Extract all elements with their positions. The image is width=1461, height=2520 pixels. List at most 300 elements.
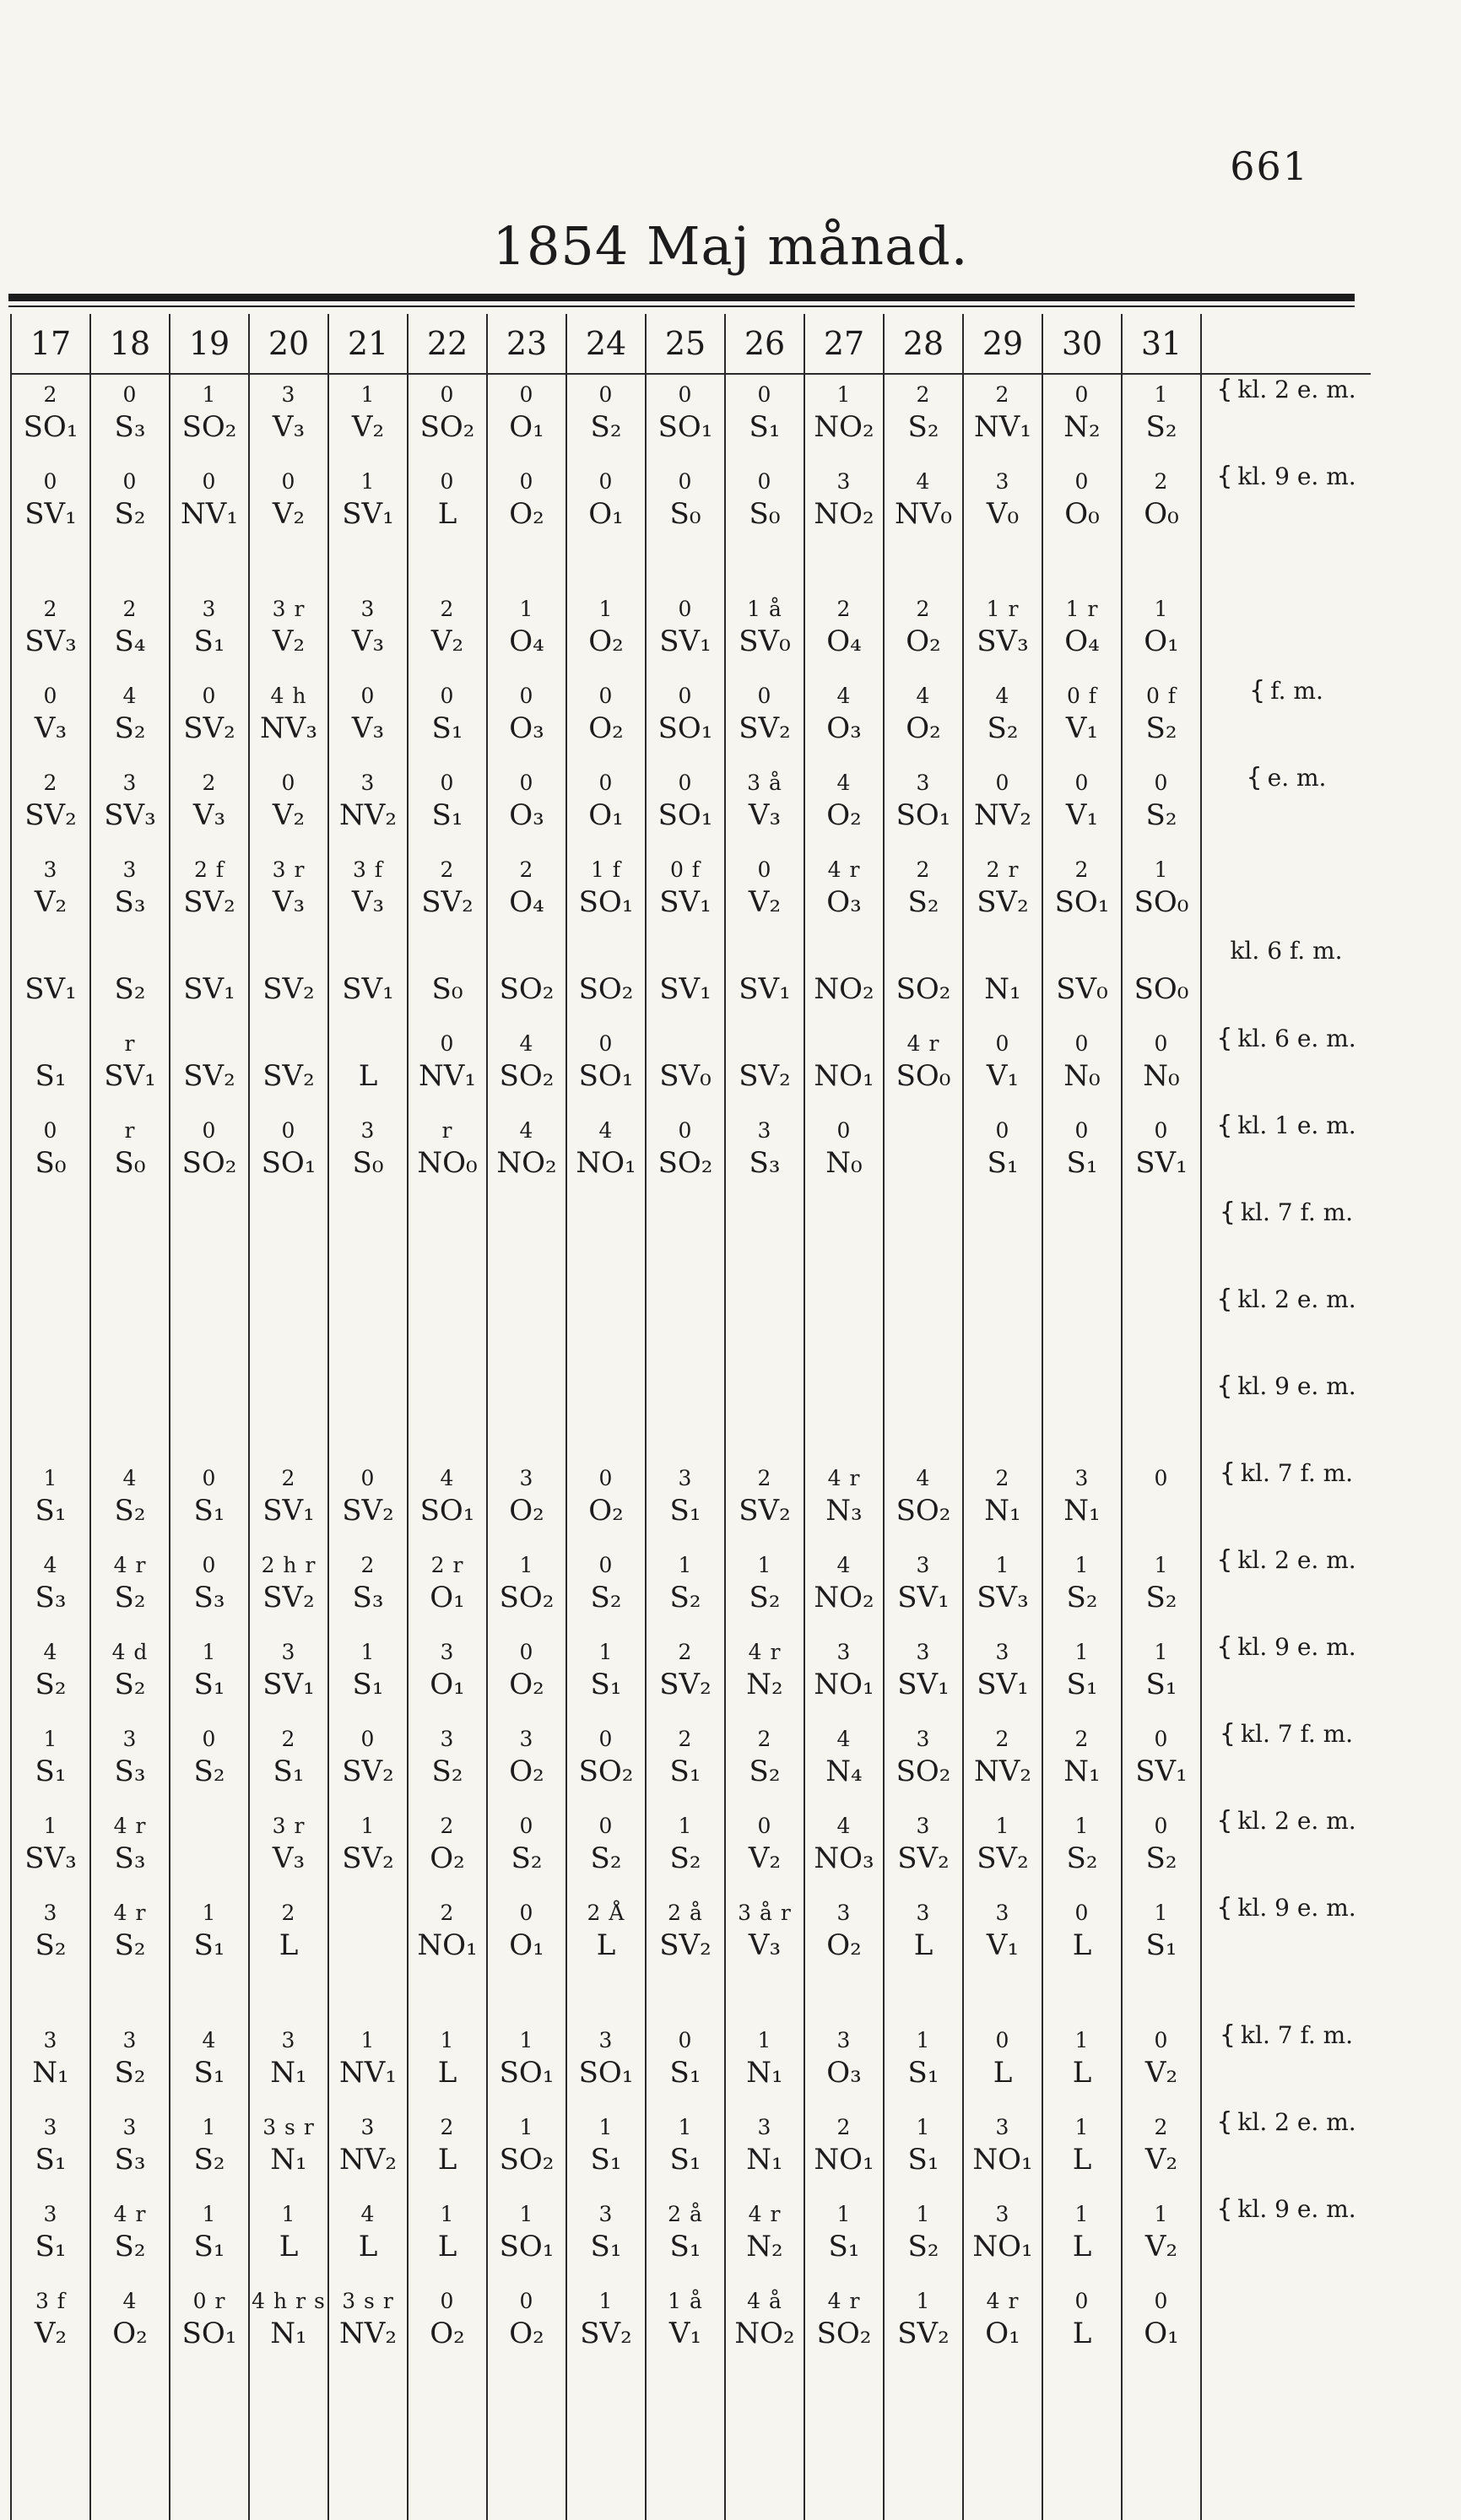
wind-direction: SO₀ (896, 1059, 951, 1093)
trailing-cell (170, 2368, 249, 2520)
wind-direction: SO₁ (578, 885, 634, 919)
wind-strength: 4 (202, 2028, 217, 2052)
wind-direction: S₀ (35, 1146, 67, 1180)
wind-direction: S₃ (352, 1581, 384, 1614)
wind-strength: 1 (916, 2202, 931, 2226)
observation-cell (328, 1893, 408, 1980)
wind-strength: 0 (1154, 2289, 1169, 2313)
wind-direction: O₃ (826, 2056, 862, 2090)
wind-direction: S₂ (114, 972, 146, 1006)
wind-strength: 2 (122, 597, 138, 621)
wind-direction: NO₂ (734, 2317, 795, 2350)
wind-direction: SV₃ (24, 625, 77, 658)
observation-cell (487, 1198, 566, 1284)
observation-cell (11, 2281, 90, 2368)
wind-direction: N₁ (1063, 1494, 1101, 1528)
wind-direction: O₄ (509, 625, 544, 658)
wind-strength: 3 (598, 2202, 614, 2226)
observation-cell (963, 2107, 1042, 2194)
observation-cell (804, 850, 884, 937)
wind-direction: V₃ (748, 1928, 782, 1962)
trailing-cell (1122, 2368, 1201, 2520)
observation-cell (884, 462, 963, 549)
brace-icon: { (1246, 763, 1263, 792)
wind-direction: SV₁ (24, 972, 77, 1006)
observation-cell (1122, 1893, 1201, 1980)
spacer-cell (487, 549, 566, 589)
wind-strength: 4 (916, 684, 931, 708)
observation-cell (1042, 1719, 1122, 1806)
brace-icon: { (1216, 1024, 1233, 1053)
wind-direction: S₂ (114, 2230, 146, 2263)
wind-direction: NV₂ (339, 2317, 397, 2350)
observation-cell (884, 1111, 963, 1198)
observation-cell (11, 850, 90, 937)
observation-cell (11, 1284, 90, 1371)
wind-direction: S₂ (431, 1755, 463, 1788)
observation-cell (963, 1719, 1042, 1806)
wind-strength: 3 (43, 857, 58, 882)
spacer-cell (11, 549, 90, 589)
wind-direction: SV₂ (183, 711, 235, 745)
wind-direction: V₂ (1144, 2056, 1178, 2090)
wind-strength: 3 (995, 469, 1010, 494)
wind-strength: 0 (598, 469, 614, 494)
wind-strength: 0 (1074, 469, 1090, 494)
wind-direction: SV₂ (262, 1059, 315, 1093)
wind-strength: 0 (519, 1640, 534, 1664)
time-note (1201, 1719, 1371, 1806)
observation-cell (408, 937, 487, 1024)
wind-direction: S₁ (35, 1494, 67, 1528)
wind-direction: S₂ (114, 1928, 146, 1962)
observation-cell (646, 1719, 725, 1806)
wind-direction: L (596, 1928, 616, 1962)
wind-direction: S₁ (669, 1755, 701, 1788)
wind-strength: 0 (678, 469, 693, 494)
wind-direction: S₂ (590, 410, 622, 444)
wind-strength: 2 (916, 597, 931, 621)
wind-direction: SV₂ (897, 2317, 950, 2350)
spacer-cell (1042, 549, 1122, 589)
observation-cell (328, 676, 408, 763)
wind-strength: 2 (281, 1727, 296, 1751)
wind-direction: S₂ (669, 1841, 701, 1875)
wind-strength: 2 (757, 1466, 772, 1490)
wind-strength: 2 r (430, 1553, 464, 1577)
wind-strength: 4 d (111, 1640, 149, 1664)
wind-strength: 0 (757, 1814, 772, 1838)
wind-direction: O₁ (985, 2317, 1020, 2350)
observation-cell (249, 589, 328, 676)
day-column-header: 18 (90, 314, 170, 374)
wind-direction: SO₁ (657, 798, 713, 832)
observation-cell (804, 1198, 884, 1284)
wind-strength: 0 (757, 857, 772, 882)
spacer-cell (1042, 1980, 1122, 2020)
observation-cell (328, 2194, 408, 2281)
wind-direction: S₂ (907, 885, 939, 919)
wind-strength: 3 (916, 1727, 931, 1751)
wind-strength: 4 r (986, 2289, 1020, 2313)
observation-row (11, 1458, 1371, 1545)
wind-direction: SO₁ (896, 798, 951, 832)
observation-cell (487, 2281, 566, 2368)
observation-cell (1042, 676, 1122, 763)
wind-direction: SV₃ (977, 1581, 1029, 1614)
wind-direction: SV₂ (342, 1494, 394, 1528)
wind-strength: 2 r (986, 857, 1020, 882)
observation-cell (1122, 1632, 1201, 1719)
observation-cell (11, 462, 90, 549)
wind-direction: S₁ (352, 1668, 384, 1701)
observation-cell (487, 2194, 566, 2281)
observation-cell (408, 1806, 487, 1893)
wind-direction: SO₁ (578, 2056, 634, 2090)
wind-strength: 0 (202, 1466, 217, 1490)
wind-direction: SV₁ (897, 1668, 950, 1701)
wind-strength: 0 (678, 382, 693, 407)
observation-cell (804, 2281, 884, 2368)
wind-strength: 2 å (668, 2202, 703, 2226)
observation-cell (1042, 850, 1122, 937)
time-note-label: kl. 2 e. m. (1237, 1546, 1356, 1574)
spacer-cell (90, 549, 170, 589)
spacer-cell (170, 1980, 249, 2020)
spacer-cell (90, 1980, 170, 2020)
observation-cell (90, 2194, 170, 2281)
time-note-label: kl. 7 f. m. (1241, 1198, 1354, 1226)
wind-direction: SV₀ (659, 1059, 712, 1093)
wind-direction: NV₂ (974, 798, 1031, 832)
observation-cell (328, 1458, 408, 1545)
wind-direction: SV₂ (659, 1928, 712, 1962)
observation-cell (408, 462, 487, 549)
wind-direction: L (437, 2230, 457, 2263)
wind-strength: 3 (122, 1727, 138, 1751)
wind-strength: 2 (43, 771, 58, 795)
spacer-cell (487, 1980, 566, 2020)
wind-strength: 3 (202, 597, 217, 621)
observation-cell (646, 1198, 725, 1284)
observation-cell (1122, 462, 1201, 549)
wind-direction: S₁ (193, 1928, 225, 1962)
wind-strength: 4 (440, 1466, 455, 1490)
wind-strength: 3 (281, 2028, 296, 2052)
wind-strength: 1 (360, 2028, 376, 2052)
wind-direction: S₁ (193, 2056, 225, 2090)
observation-cell (11, 1111, 90, 1198)
observation-cell (1122, 1806, 1201, 1893)
wind-strength: 2 Å (587, 1901, 625, 1925)
wind-strength: 0 (519, 1814, 534, 1838)
wind-direction: N₂ (746, 2230, 783, 2263)
wind-direction: V₃ (351, 885, 385, 919)
brace-icon: { (1219, 2020, 1236, 2050)
wind-strength: 1 (916, 2115, 931, 2139)
observation-cell (566, 1893, 646, 1980)
wind-strength: 0 f (1066, 684, 1098, 708)
wind-direction: S₂ (749, 1581, 781, 1614)
observation-cell (1042, 763, 1122, 850)
wind-strength: 2 (916, 857, 931, 882)
observation-cell (249, 937, 328, 1024)
spacer-cell (249, 1980, 328, 2020)
wind-direction: SO₀ (1134, 885, 1189, 919)
wind-strength: 3 å (747, 771, 782, 795)
observation-cell (646, 850, 725, 937)
wind-direction: N₁ (746, 2056, 783, 2090)
observation-row (11, 2107, 1371, 2194)
observation-cell (11, 374, 90, 462)
wind-strength: 2 (757, 1727, 772, 1751)
observation-cell (90, 1024, 170, 1111)
observation-cell (408, 2194, 487, 2281)
wind-direction: O₁ (1144, 625, 1179, 658)
observation-cell (725, 1806, 804, 1893)
wind-direction: SO₂ (499, 2143, 555, 2177)
wind-direction: NO₂ (496, 1146, 557, 1180)
brace-icon: { (1249, 676, 1266, 706)
wind-strength: 3 (916, 771, 931, 795)
wind-direction: S₂ (114, 1494, 146, 1528)
wind-direction: S₄ (114, 625, 146, 658)
wind-strength: 4 r (748, 1640, 782, 1664)
day-column-header: 31 (1122, 314, 1201, 374)
wind-direction: SV₂ (183, 1059, 235, 1093)
observation-cell (884, 2020, 963, 2107)
observation-row (11, 676, 1371, 763)
wind-strength: 1 r (986, 597, 1020, 621)
wind-strength: 0 (598, 684, 614, 708)
wind-strength: 1 (281, 2202, 296, 2226)
wind-direction: SV₃ (24, 1841, 77, 1875)
wind-strength: 2 (281, 1901, 296, 1925)
observation-row (11, 937, 1371, 1024)
observation-cell (408, 1545, 487, 1632)
wind-strength: 2 (836, 2115, 852, 2139)
observation-cell (1122, 937, 1201, 1024)
observation-cell (249, 1458, 328, 1545)
day-column-header: 26 (725, 314, 804, 374)
wind-direction: S₁ (987, 1146, 1019, 1180)
wind-direction: O₄ (826, 625, 862, 658)
wind-direction: L (437, 2056, 457, 2090)
wind-strength: 0 (1154, 1031, 1169, 1056)
wind-strength: 3 (519, 1466, 534, 1490)
time-note (1201, 1893, 1371, 1980)
wind-direction: NO₁ (417, 1928, 478, 1962)
observation-cell (725, 1111, 804, 1198)
wind-direction: S₀ (669, 497, 701, 531)
observation-cell (249, 1371, 328, 1458)
trailing-cell (90, 2368, 170, 2520)
wind-direction: S₁ (669, 2056, 701, 2090)
observation-cell (249, 374, 328, 462)
wind-strength: 1 (519, 2115, 534, 2139)
wind-strength: 0 (1154, 1466, 1169, 1490)
observation-cell (566, 1806, 646, 1893)
observation-cell (566, 1719, 646, 1806)
observation-cell (328, 2020, 408, 2107)
time-note (1201, 2020, 1371, 2107)
time-note (1201, 1198, 1371, 1284)
observation-cell (408, 1632, 487, 1719)
observation-cell (408, 589, 487, 676)
wind-strength: 2 (440, 857, 455, 882)
observation-cell (170, 1198, 249, 1284)
wind-direction: O₁ (509, 410, 544, 444)
time-note-label: kl. 2 e. m. (1237, 1285, 1356, 1313)
observation-cell (249, 2020, 328, 2107)
wind-strength: 4 r (113, 2202, 147, 2226)
observation-cell (249, 2107, 328, 2194)
observation-cell (328, 937, 408, 1024)
observation-cell (170, 1893, 249, 1980)
observation-cell (249, 763, 328, 850)
observation-cell (408, 374, 487, 462)
observation-cell (963, 1284, 1042, 1371)
wind-direction: SO₂ (816, 2317, 872, 2350)
trailing-cell (566, 2368, 646, 2520)
wind-direction: SV₁ (659, 625, 712, 658)
brace-icon: { (1216, 1632, 1233, 1662)
wind-direction: SO₁ (1054, 885, 1110, 919)
observation-cell (408, 1719, 487, 1806)
spacer-cell (884, 1980, 963, 2020)
wind-strength: 0 (1154, 771, 1169, 795)
wind-strength: 2 (519, 857, 534, 882)
observation-cell (884, 2194, 963, 2281)
observation-cell (566, 1111, 646, 1198)
observation-cell (646, 589, 725, 676)
observation-cell (1042, 1806, 1122, 1893)
observation-cell (408, 1458, 487, 1545)
wind-strength: 0 (1074, 1031, 1090, 1056)
observation-cell (328, 850, 408, 937)
observation-cell (963, 763, 1042, 850)
observation-cell (90, 1284, 170, 1371)
observation-cell (566, 1024, 646, 1111)
wind-direction: SV₂ (262, 972, 315, 1006)
observation-cell (804, 462, 884, 549)
trailing-cell (328, 2368, 408, 2520)
wind-strength: 2 (440, 2115, 455, 2139)
observation-row (11, 850, 1371, 937)
wind-direction: SO₁ (578, 1059, 634, 1093)
observation-cell (804, 1024, 884, 1111)
wind-strength: 3 (678, 1466, 693, 1490)
spacer-cell (408, 1980, 487, 2020)
time-note-label: kl. 2 e. m. (1237, 376, 1356, 403)
wind-strength: 4 (519, 1118, 534, 1143)
observation-cell (1042, 1893, 1122, 1980)
wind-strength: 0 r (192, 2289, 226, 2313)
observation-cell (90, 763, 170, 850)
wind-strength: 2 (995, 382, 1010, 407)
brace-icon: { (1216, 1284, 1233, 1314)
observation-cell (646, 374, 725, 462)
wind-direction: SV₁ (342, 972, 394, 1006)
wind-direction: SV₁ (1135, 1755, 1188, 1788)
observation-cell (11, 676, 90, 763)
day-column-header: 23 (487, 314, 566, 374)
wind-strength: 4 (995, 684, 1010, 708)
wind-direction: S₁ (669, 2230, 701, 2263)
wind-strength: 1 (757, 2028, 772, 2052)
observation-cell (646, 763, 725, 850)
observation-cell (566, 374, 646, 462)
wind-strength: 0 (43, 469, 58, 494)
observation-cell (11, 1545, 90, 1632)
header-rule-thick (8, 294, 1355, 301)
observation-row (11, 1284, 1371, 1371)
wind-strength: r (124, 1118, 136, 1143)
wind-strength: 0 (43, 1118, 58, 1143)
wind-direction: L (993, 2056, 1013, 2090)
time-note-label: kl. 6 e. m. (1237, 1025, 1356, 1052)
spacer-cell (1122, 549, 1201, 589)
observation-cell (884, 1806, 963, 1893)
wind-direction: SV₁ (24, 497, 77, 531)
wind-strength: 4 (122, 2289, 138, 2313)
observation-cell (566, 1371, 646, 1458)
wind-direction: SV₂ (739, 1059, 791, 1093)
wind-direction: V₃ (192, 798, 226, 832)
wind-strength: 1 (598, 2115, 614, 2139)
observation-cell (170, 850, 249, 937)
wind-direction: S₁ (749, 410, 781, 444)
wind-direction: O₂ (509, 497, 544, 531)
observation-cell (249, 676, 328, 763)
wind-strength: 3 (916, 1553, 931, 1577)
wind-direction: S₂ (193, 2143, 225, 2177)
observation-cell (804, 1111, 884, 1198)
wind-direction: SV₁ (262, 1668, 315, 1701)
wind-strength: 0 (757, 684, 772, 708)
day-column-header: 22 (408, 314, 487, 374)
observation-cell (249, 1632, 328, 1719)
day-column-header: 30 (1042, 314, 1122, 374)
observation-cell (90, 2107, 170, 2194)
observation-cell (804, 1545, 884, 1632)
spacer-cell (725, 549, 804, 589)
brace-icon: { (1219, 1458, 1236, 1488)
observation-cell (646, 462, 725, 549)
wind-direction: S₂ (669, 1581, 701, 1614)
wind-strength: 1 f (590, 857, 622, 882)
wind-direction: O₂ (430, 2317, 465, 2350)
observation-cell (566, 1198, 646, 1284)
wind-direction: V₀ (986, 497, 1020, 531)
wind-strength: 3 (916, 1901, 931, 1925)
wind-strength: 3 s r (342, 2289, 394, 2313)
wind-strength: 1 (202, 2115, 217, 2139)
wind-strength: 1 (360, 382, 376, 407)
trailing-cell (804, 2368, 884, 2520)
wind-strength: 0 (1074, 1118, 1090, 1143)
time-note-label: kl. 9 e. m. (1237, 1633, 1356, 1661)
observation-cell (328, 1111, 408, 1198)
wind-strength: 0 (360, 1466, 376, 1490)
observation-cell (1122, 1371, 1201, 1458)
page-number: 661 (1230, 143, 1309, 189)
observation-cell (408, 850, 487, 937)
observation-cell (566, 937, 646, 1024)
wind-direction: SO₂ (578, 1755, 634, 1788)
wind-strength: 1 (678, 1553, 693, 1577)
wind-direction: NO₂ (814, 497, 874, 531)
